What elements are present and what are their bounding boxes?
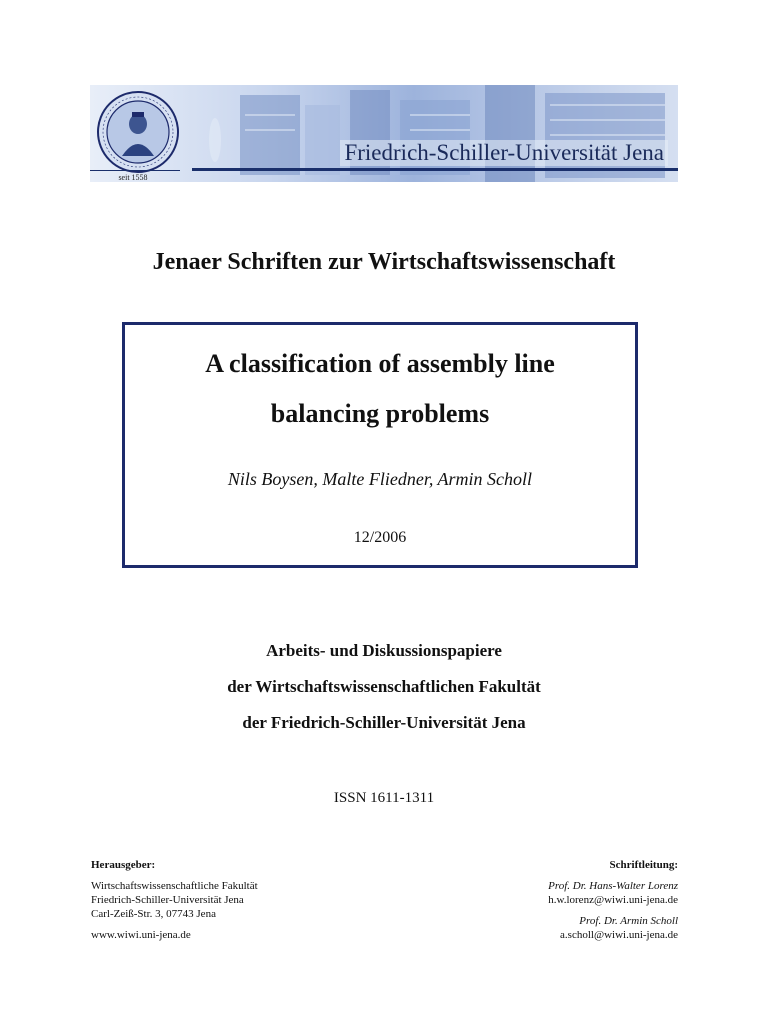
paper-authors: Nils Boysen, Malte Fliedner, Armin Scholl	[227, 469, 533, 489]
paper-date: 12/2006	[353, 529, 407, 546]
series-title: Jenaer Schriften zur Wirtschaftswissenschaft	[152, 249, 616, 275]
since-rule	[90, 170, 180, 171]
issn: ISSN 1611-1311	[333, 790, 435, 806]
publisher-website-link[interactable]: www.wiwi.uni-jena.de	[91, 929, 191, 941]
paper-title-line-2: balancing problems	[270, 399, 490, 428]
university-seal-icon	[96, 90, 180, 174]
publisher-block	[91, 858, 258, 942]
working-papers-line-2: der Wirtschaftswissenschaftlichen Fakultät	[227, 677, 541, 696]
editors-block	[548, 858, 678, 942]
working-papers-heading	[0, 633, 768, 741]
publisher-line-2: Friedrich-Schiller-Universität Jena	[91, 894, 244, 906]
founding-year: seit 1558	[118, 173, 148, 182]
banner-rule	[192, 168, 678, 171]
title-box	[122, 322, 638, 568]
editor-2-email-link[interactable]: a.scholl@wiwi.uni-jena.de	[560, 929, 678, 941]
publisher-heading: Herausgeber:	[91, 859, 156, 871]
editors-heading: Schriftleitung:	[609, 859, 678, 871]
paper-title	[125, 339, 635, 439]
publisher-line-1: Wirtschaftswissenschaftliche Fakultät	[91, 880, 258, 892]
publisher-line-3: Carl-Zeiß-Str. 3, 07743 Jena	[91, 908, 216, 920]
working-papers-line-3: der Friedrich-Schiller-Universität Jena	[242, 713, 526, 732]
paper-title-line-1: A classification of assembly line	[205, 349, 555, 378]
editor-1-email-link[interactable]: h.w.lorenz@wiwi.uni-jena.de	[548, 894, 678, 906]
editor-2-name: Prof. Dr. Armin Scholl	[579, 915, 678, 927]
working-papers-line-1: Arbeits- und Diskussionspapiere	[266, 641, 502, 660]
university-name: Friedrich-Schiller-Universität Jena	[340, 140, 668, 166]
editor-1-name: Prof. Dr. Hans-Walter Lorenz	[548, 880, 678, 892]
